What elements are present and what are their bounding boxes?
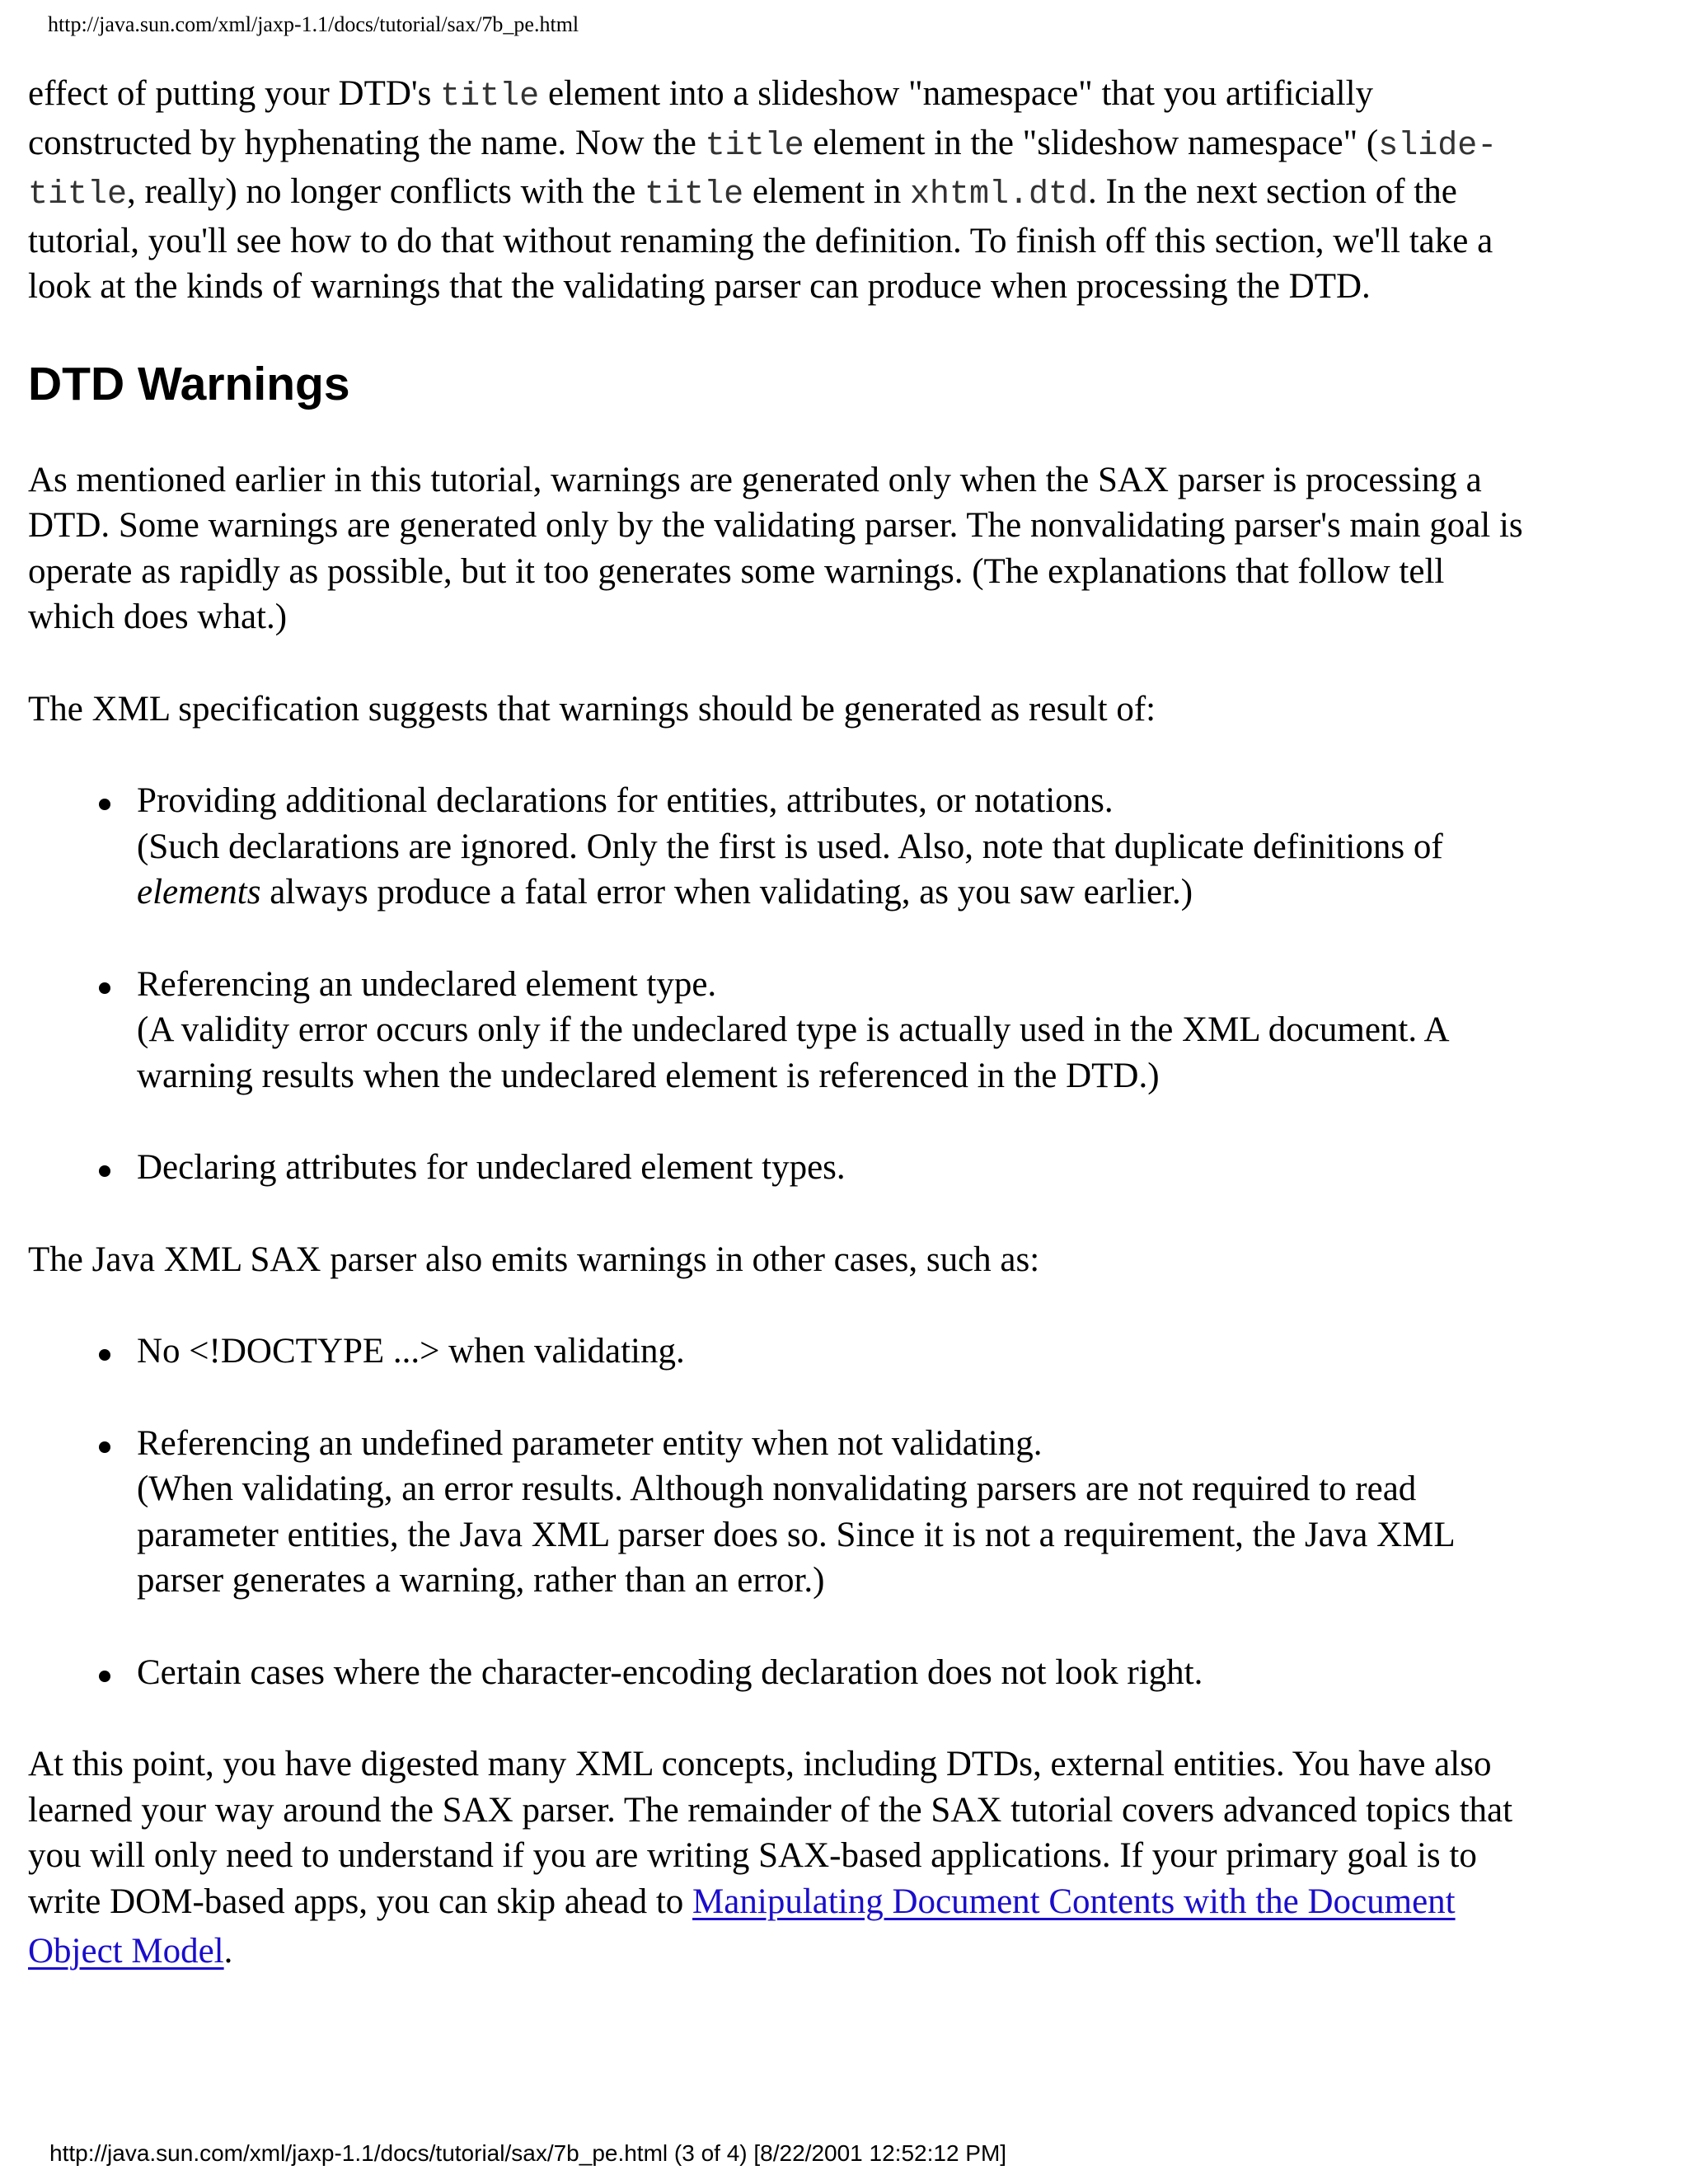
page-footer: http://java.sun.com/xml/jaxp-1.1/docs/tutorial/sax/7b_pe.html (3 of 4) [8/22/2001 12:52:12 PM] bbox=[49, 2140, 1007, 2166]
intro-line-2: constructed by hyphenating the name. Now the title element in the "slideshow namespace" (slide- bbox=[28, 123, 1498, 165]
spec-warning-list bbox=[28, 778, 1660, 1191]
intro-line-3: title, really) no longer conflicts with the title element in xhtml.dtd. In the next section of the bbox=[28, 172, 1457, 213]
list-item: Providing additional declarations for entities, attributes, or notations. (Such declarations are ignored. Only the first is used. Also, note that duplicate definitions of elements always produce a fatal error when validating, as you saw earlier.) bbox=[28, 778, 1660, 916]
warnings-intro-paragraph bbox=[28, 457, 1660, 640]
intro-line-4: tutorial, you'll see how to do that without renaming the definition. To finish off this section, we'll take a bbox=[28, 221, 1493, 260]
intro-line-5: look at the kinds of warnings that the validating parser can produce when processing the DTD. bbox=[28, 267, 1371, 306]
spec-intro-paragraph: The XML specification suggests that warnings should be generated as result of: bbox=[28, 689, 1156, 729]
emphasis-elements: elements bbox=[137, 873, 261, 912]
warnings-intro-line: operate as rapidly as possible, but it too generates some warnings. (The explanations that follow tell bbox=[28, 551, 1445, 591]
bullet-icon bbox=[99, 1441, 110, 1453]
closing-paragraph: At this point, you have digested many XML concepts, including DTDs, external entities. You have also learned your way around the SAX parser. The remainder of the SAX tutorial covers advanced topics that you will only need to understand if you are writing SAX-based applications. If your primary goal is to write DOM-based apps, you can skip ahead to Manipulating Document Contents with the Document Object Model. bbox=[28, 1745, 1513, 1971]
warnings-intro-line: As mentioned earlier in this tutorial, warnings are generated only when the SAX parser is processing a bbox=[28, 460, 1482, 499]
bullet-icon bbox=[99, 799, 110, 810]
bullet-icon bbox=[99, 1671, 110, 1682]
warnings-intro-line: which does what.) bbox=[28, 598, 288, 636]
list-item: Referencing an undefined parameter entity when not validating. (When validating, an error results. Although nonvalidating parsers are not required to read parameter entities, the Java XML parser does so. Since it is not a requirement, the Java XML parser generates a warning, rather than an error.) bbox=[28, 1421, 1660, 1604]
java-warning-list bbox=[28, 1329, 1660, 1695]
document-body bbox=[28, 71, 1660, 1979]
bullet-icon bbox=[99, 1349, 110, 1361]
list-item: Declaring attributes for undeclared element types. bbox=[28, 1145, 1660, 1191]
list-item: Referencing an undeclared element type. (A validity error occurs only if the undeclared type is actually used in the XML document. A warning results when the undeclared element is referenced in the DTD.) bbox=[28, 962, 1660, 1099]
code-slide-title: slide- bbox=[1378, 127, 1498, 165]
list-item: No <!DOCTYPE ...> when validating. bbox=[28, 1329, 1660, 1375]
section-heading: DTD Warnings bbox=[28, 357, 350, 410]
page-header-url: http://java.sun.com/xml/jaxp-1.1/docs/tutorial/sax/7b_pe.html bbox=[48, 12, 579, 36]
code-xhtml-dtd: xhtml.dtd bbox=[909, 176, 1089, 213]
warnings-intro-line: DTD. Some warnings are generated only by the validating parser. The nonvalidating parser's main goal is bbox=[28, 506, 1523, 545]
intro-line-1: effect of putting your DTD's title element into a slideshow "namespace" that you artificially bbox=[28, 74, 1374, 115]
dom-tutorial-link[interactable]: Manipulating Document Contents with the Document bbox=[692, 1882, 1456, 1921]
code-title: title bbox=[440, 78, 540, 115]
code-slide-title-cont: title bbox=[28, 176, 128, 213]
code-title: title bbox=[645, 176, 744, 213]
bullet-icon bbox=[99, 1165, 110, 1177]
intro-paragraph bbox=[28, 71, 1660, 310]
code-title: title bbox=[705, 127, 804, 165]
java-intro-paragraph: The Java XML SAX parser also emits warnings in other cases, such as: bbox=[28, 1240, 1040, 1279]
list-item: Certain cases where the character-encoding declaration does not look right. bbox=[28, 1650, 1660, 1696]
bullet-icon bbox=[99, 982, 110, 994]
dom-tutorial-link-continued[interactable]: Object Model bbox=[28, 1932, 224, 1971]
